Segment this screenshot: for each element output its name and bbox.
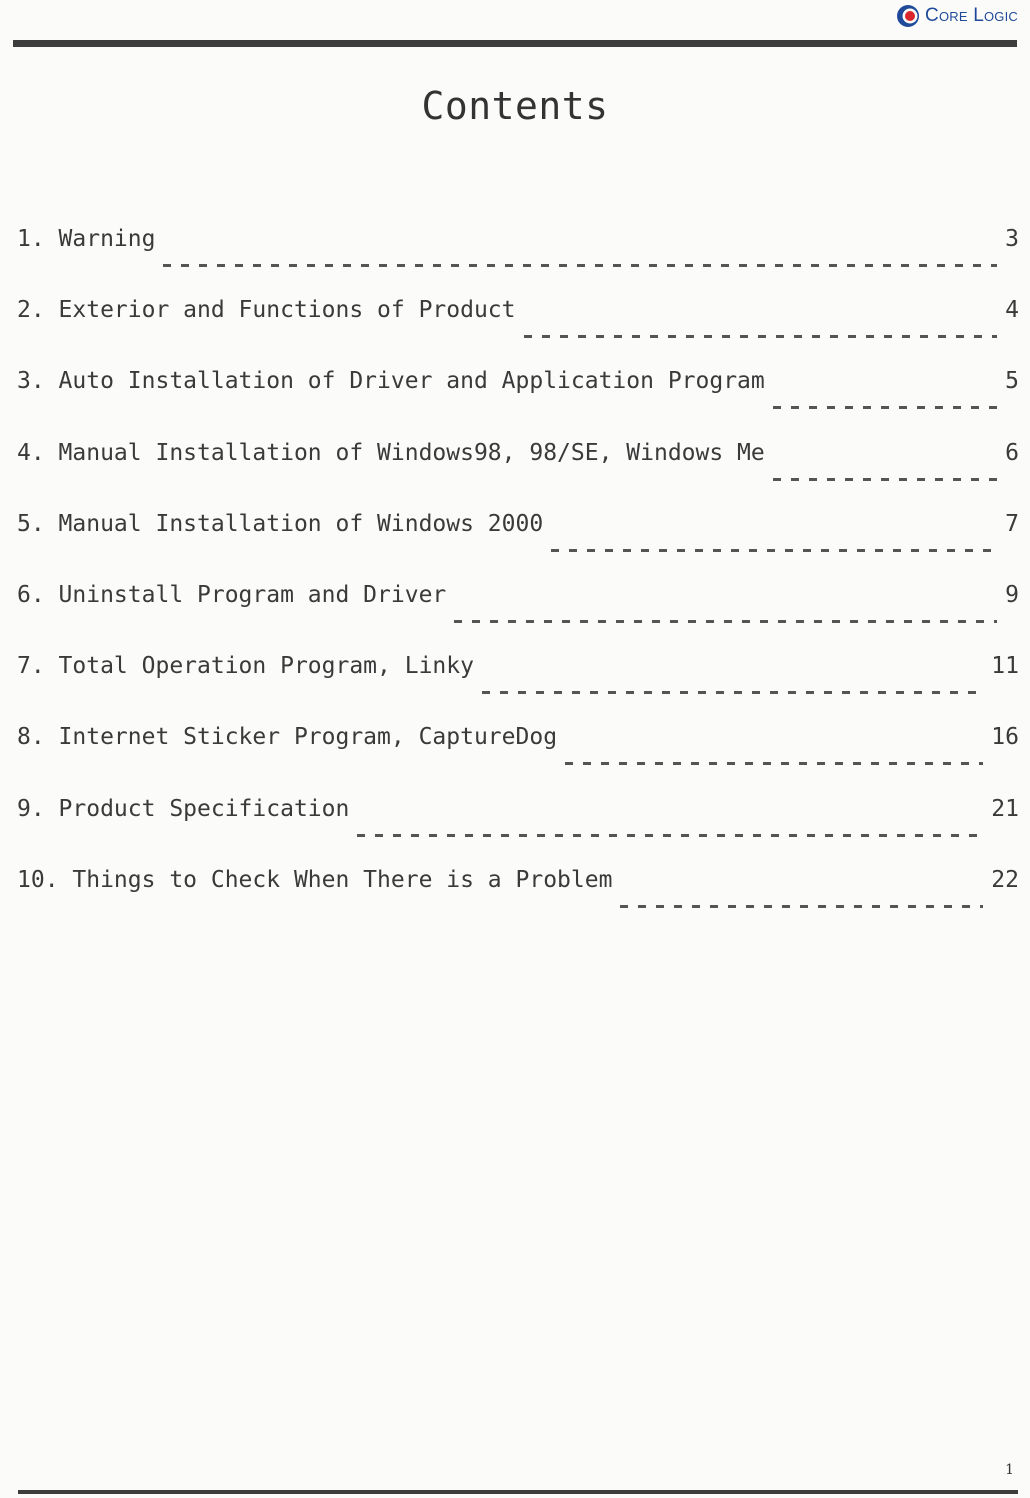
toc-dot-leader bbox=[163, 264, 997, 267]
top-rule bbox=[13, 40, 1017, 47]
toc-page-number: 22 bbox=[991, 866, 1019, 893]
toc-entry-title: 1. Warning bbox=[17, 226, 156, 252]
toc-entry-title: 8. Internet Sticker Program, CaptureDog bbox=[17, 724, 558, 751]
toc-entry[interactable] bbox=[17, 368, 1019, 439]
toc-entry-title: 3. Auto Installation of Driver and Application Program bbox=[17, 368, 765, 395]
toc-dot-leader bbox=[773, 478, 997, 481]
toc-entry[interactable] bbox=[17, 226, 1019, 297]
toc-page-number: 11 bbox=[991, 653, 1019, 680]
toc-page-number: 3 bbox=[1005, 226, 1019, 252]
toc-page-number: 16 bbox=[991, 724, 1019, 751]
toc-entry-title: 6. Uninstall Program and Driver bbox=[17, 581, 447, 608]
toc-dot-leader bbox=[551, 549, 997, 552]
toc-dot-leader bbox=[565, 762, 983, 765]
toc-page-number: 9 bbox=[1005, 581, 1019, 608]
toc-entry[interactable] bbox=[17, 297, 1019, 368]
toc-dot-leader bbox=[357, 834, 983, 837]
toc-entry[interactable] bbox=[17, 724, 1019, 795]
toc-entry[interactable] bbox=[17, 867, 1019, 938]
toc-page-number: 5 bbox=[1005, 368, 1019, 395]
toc-entry-title: 10. Things to Check When There is a Problem bbox=[17, 866, 613, 893]
toc-entry[interactable] bbox=[17, 582, 1019, 653]
table-of-contents bbox=[17, 226, 1019, 938]
toc-page-number: 6 bbox=[1005, 439, 1019, 466]
toc-dot-leader bbox=[773, 406, 997, 409]
core-logic-logo-icon bbox=[896, 4, 920, 28]
toc-dot-leader bbox=[454, 620, 997, 623]
toc-dot-leader bbox=[482, 691, 983, 694]
toc-entry-title: 7. Total Operation Program, Linky bbox=[17, 653, 474, 680]
header-logo bbox=[896, 2, 1018, 30]
toc-page-number: 4 bbox=[1005, 297, 1019, 324]
toc-page-number: 7 bbox=[1005, 510, 1019, 537]
toc-entry[interactable] bbox=[17, 796, 1019, 867]
toc-entry-title: 5. Manual Installation of Windows 2000 bbox=[17, 510, 544, 537]
page-title: Contents bbox=[421, 84, 609, 128]
toc-entry-title: 9. Product Specification bbox=[17, 795, 350, 822]
toc-entry[interactable] bbox=[17, 511, 1019, 582]
page-number: 1 bbox=[1005, 1462, 1014, 1478]
toc-entry[interactable] bbox=[17, 653, 1019, 724]
toc-dot-leader bbox=[620, 905, 983, 908]
toc-entry-title: 2. Exterior and Functions of Product bbox=[17, 297, 516, 324]
logo-text: Core Logic bbox=[925, 5, 1018, 26]
toc-entry[interactable] bbox=[17, 440, 1019, 511]
toc-dot-leader bbox=[524, 335, 998, 338]
toc-entry-title: 4. Manual Installation of Windows98, 98/SE, Windows Me bbox=[17, 439, 765, 466]
bottom-rule bbox=[18, 1490, 1018, 1494]
toc-page-number: 21 bbox=[991, 795, 1019, 822]
